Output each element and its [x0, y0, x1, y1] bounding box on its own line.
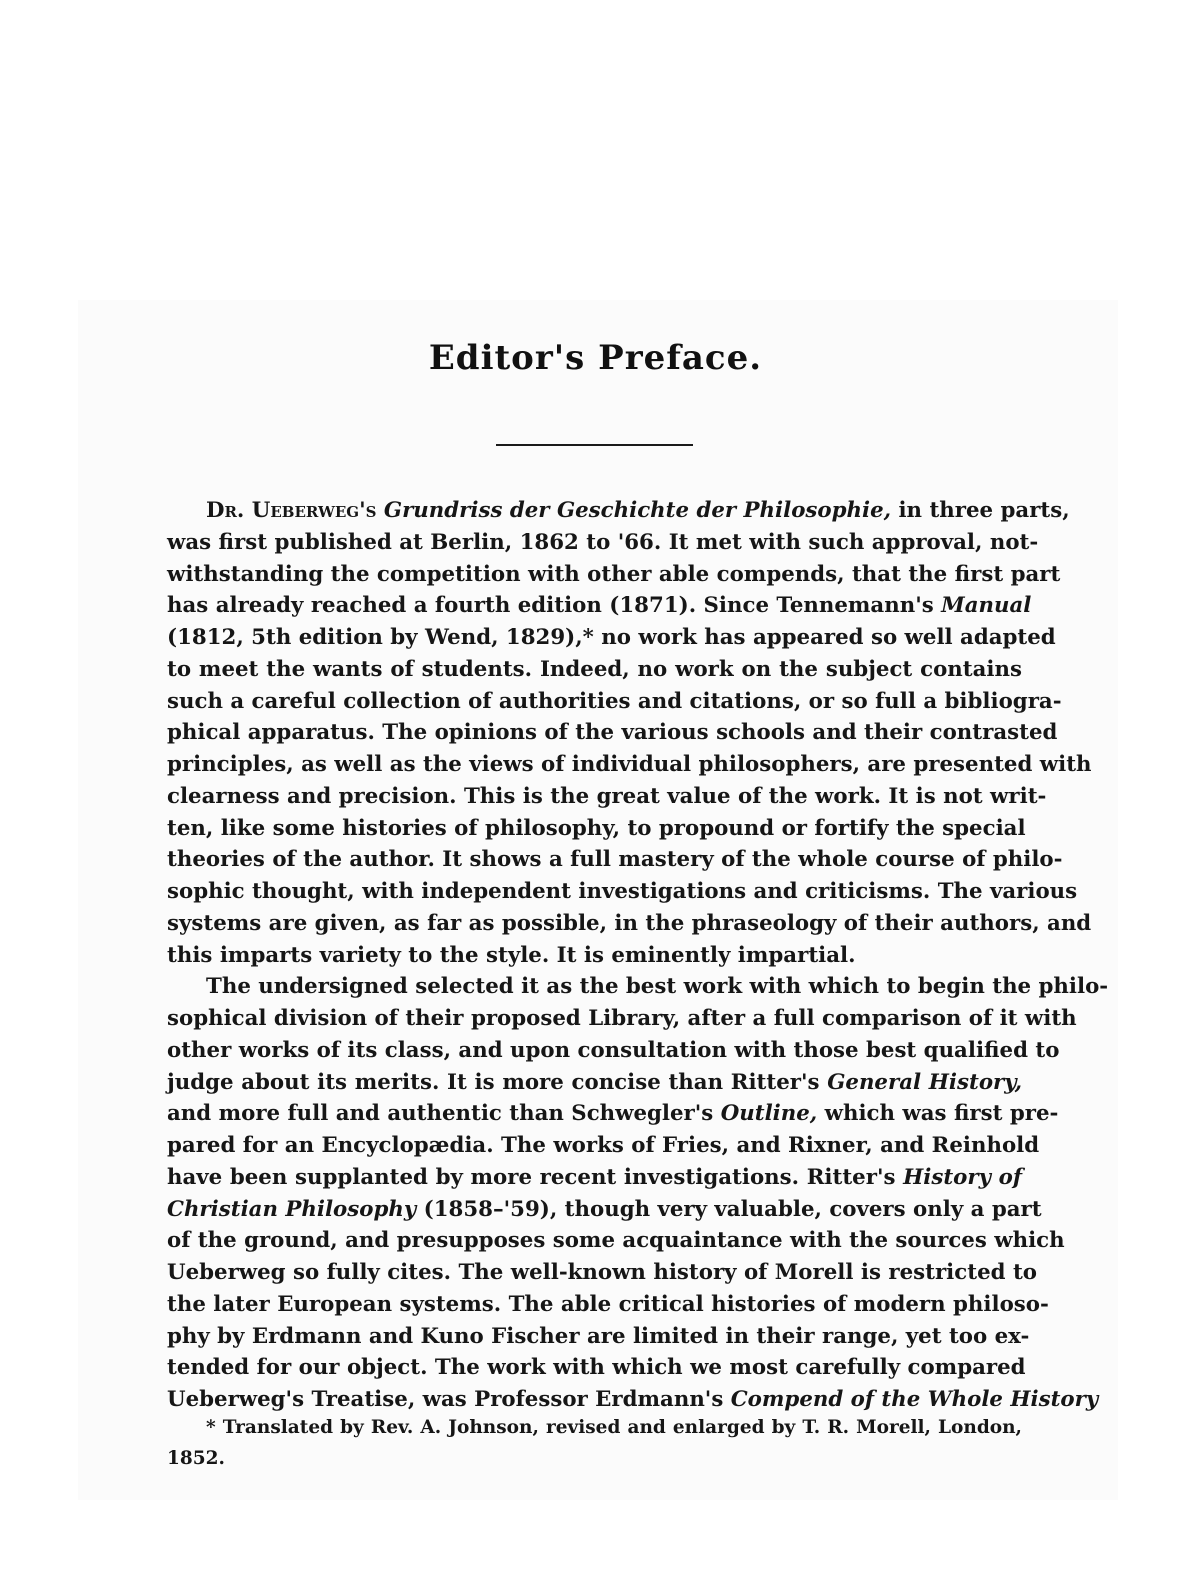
footnote-line: 1852.	[167, 1448, 225, 1469]
text-line	[167, 1130, 1040, 1162]
text-line	[167, 559, 1061, 591]
text-run: have been supplanted by more recent investigations. Ritter's	[167, 1164, 904, 1190]
text-run: theories of the author. It shows a full mastery of the whole course of philo-	[167, 847, 1063, 873]
italic-run: Outline,	[720, 1101, 818, 1127]
text-run: principles, as well as the views of individual philosophers, are presented with	[167, 752, 1092, 777]
text-run: sophic thought, with independent investigations and criticisms. The various	[167, 879, 1078, 904]
text-run: tended for our object. The work with which we most carefully compared	[167, 1355, 1026, 1381]
text-line	[167, 1162, 1022, 1194]
text-run: sophical division of their proposed Library, after a full comparison of it with	[167, 1006, 1077, 1031]
text-run: the later European systems. The able critical histories of modern philoso-	[167, 1291, 1049, 1317]
paragraph	[167, 495, 1092, 971]
italic-run: Compend of the Whole History	[730, 1387, 1099, 1412]
text-line	[167, 1194, 1042, 1226]
text-run: phy by Erdmann and Kuno Fischer are limited in their range, yet too ex-	[167, 1323, 1030, 1349]
text-line	[167, 1289, 1049, 1321]
text-line	[167, 1257, 1037, 1289]
text-line	[167, 527, 1039, 559]
text-run: other works of its class, and upon consultation with those best qualified to	[167, 1037, 1060, 1063]
text-line	[167, 813, 1026, 845]
text-run: in three parts,	[891, 498, 1070, 523]
text-line	[167, 781, 1047, 813]
text-line	[167, 940, 1022, 972]
text-line	[167, 1352, 1026, 1384]
text-line	[167, 686, 1062, 718]
text-run: ten, like some histories of philosophy, to propound or fortify the special	[167, 815, 1026, 841]
paragraph	[167, 971, 1109, 1416]
text-line	[167, 1067, 1022, 1099]
text-line	[167, 844, 1063, 876]
text-run: to meet the wants of students. Indeed, no work on the subject contains	[167, 656, 1022, 682]
text-line	[167, 876, 1078, 908]
text-line	[167, 1225, 1065, 1257]
text-line	[167, 908, 1092, 940]
text-run: phical apparatus. The opinions of the various schools and their contrasted	[167, 720, 1058, 746]
body-text	[167, 495, 1109, 1416]
text-run: judge about its merits. It is more concise than Ritter's	[167, 1069, 828, 1095]
text-line	[167, 971, 1109, 1003]
text-line	[167, 1035, 1060, 1067]
italic-run: Grundriss der Geschichte der Philosophie,	[383, 498, 892, 523]
text-run: (1858–'59), though very valuable, covers only a part	[416, 1196, 1042, 1222]
text-line	[167, 1321, 1030, 1353]
text-run: such a careful collection of authorities and citations, or so full a bibliogra-	[167, 688, 1062, 714]
text-run: clearness and precision. This is the great value of the work. It is not writ-	[167, 783, 1047, 809]
page-title: Editor's Preface.	[428, 338, 763, 378]
text-line	[167, 1098, 1059, 1130]
text-line	[167, 1003, 1077, 1035]
text-run	[376, 498, 383, 523]
text-line	[167, 495, 1070, 527]
text-run: this imparts variety to the style. It is eminently impartial.	[167, 942, 856, 968]
italic-run: Christian Philosophy	[167, 1196, 417, 1222]
title-rule	[496, 444, 693, 446]
text-run: which was first pre-	[817, 1101, 1059, 1127]
text-run: systems are given, as far as possible, in the phraseology of their authors, and	[167, 910, 1092, 936]
text-run: Ueberweg's Treatise, was Professor Erdmann's	[167, 1387, 731, 1412]
footnote	[167, 1412, 1022, 1474]
text-line	[167, 717, 1058, 749]
italic-run: Manual	[941, 593, 1032, 619]
footnote-line: * Translated by Rev. A. Johnson, revised and enlarged by T. R. Morell, London,	[206, 1417, 1022, 1438]
text-line	[167, 590, 1032, 622]
text-line	[167, 749, 1092, 781]
text-line	[167, 654, 1022, 686]
text-line	[167, 1384, 1099, 1416]
text-run: Ueberweg so fully cites. The well-known history of Morell is restricted to	[167, 1260, 1037, 1285]
italic-run: History of	[903, 1164, 1022, 1190]
text-run: pared for an Encyclopædia. The works of Fries, and Rixner, and Reinhold	[167, 1133, 1040, 1158]
text-run: has already reached a fourth edition (1871). Since Tennemann's	[167, 593, 942, 619]
text-run: (1812, 5th edition by Wend, 1829),* no work has appeared so well adapted	[167, 625, 1056, 650]
text-run: Dr. Ueberweg's	[206, 498, 377, 523]
text-run: of the ground, and presupposes some acquaintance with the sources which	[167, 1228, 1065, 1254]
text-run: withstanding the competition with other able compends, that the first part	[167, 561, 1061, 587]
text-line	[167, 622, 1056, 654]
italic-run: General History,	[827, 1069, 1022, 1095]
text-run: and more full and authentic than Schwegler's	[167, 1101, 721, 1127]
text-run: The undersigned selected it as the best work with which to begin the philo-	[206, 974, 1109, 1000]
text-run: was first published at Berlin, 1862 to '66. It met with such approval, not-	[167, 529, 1039, 555]
